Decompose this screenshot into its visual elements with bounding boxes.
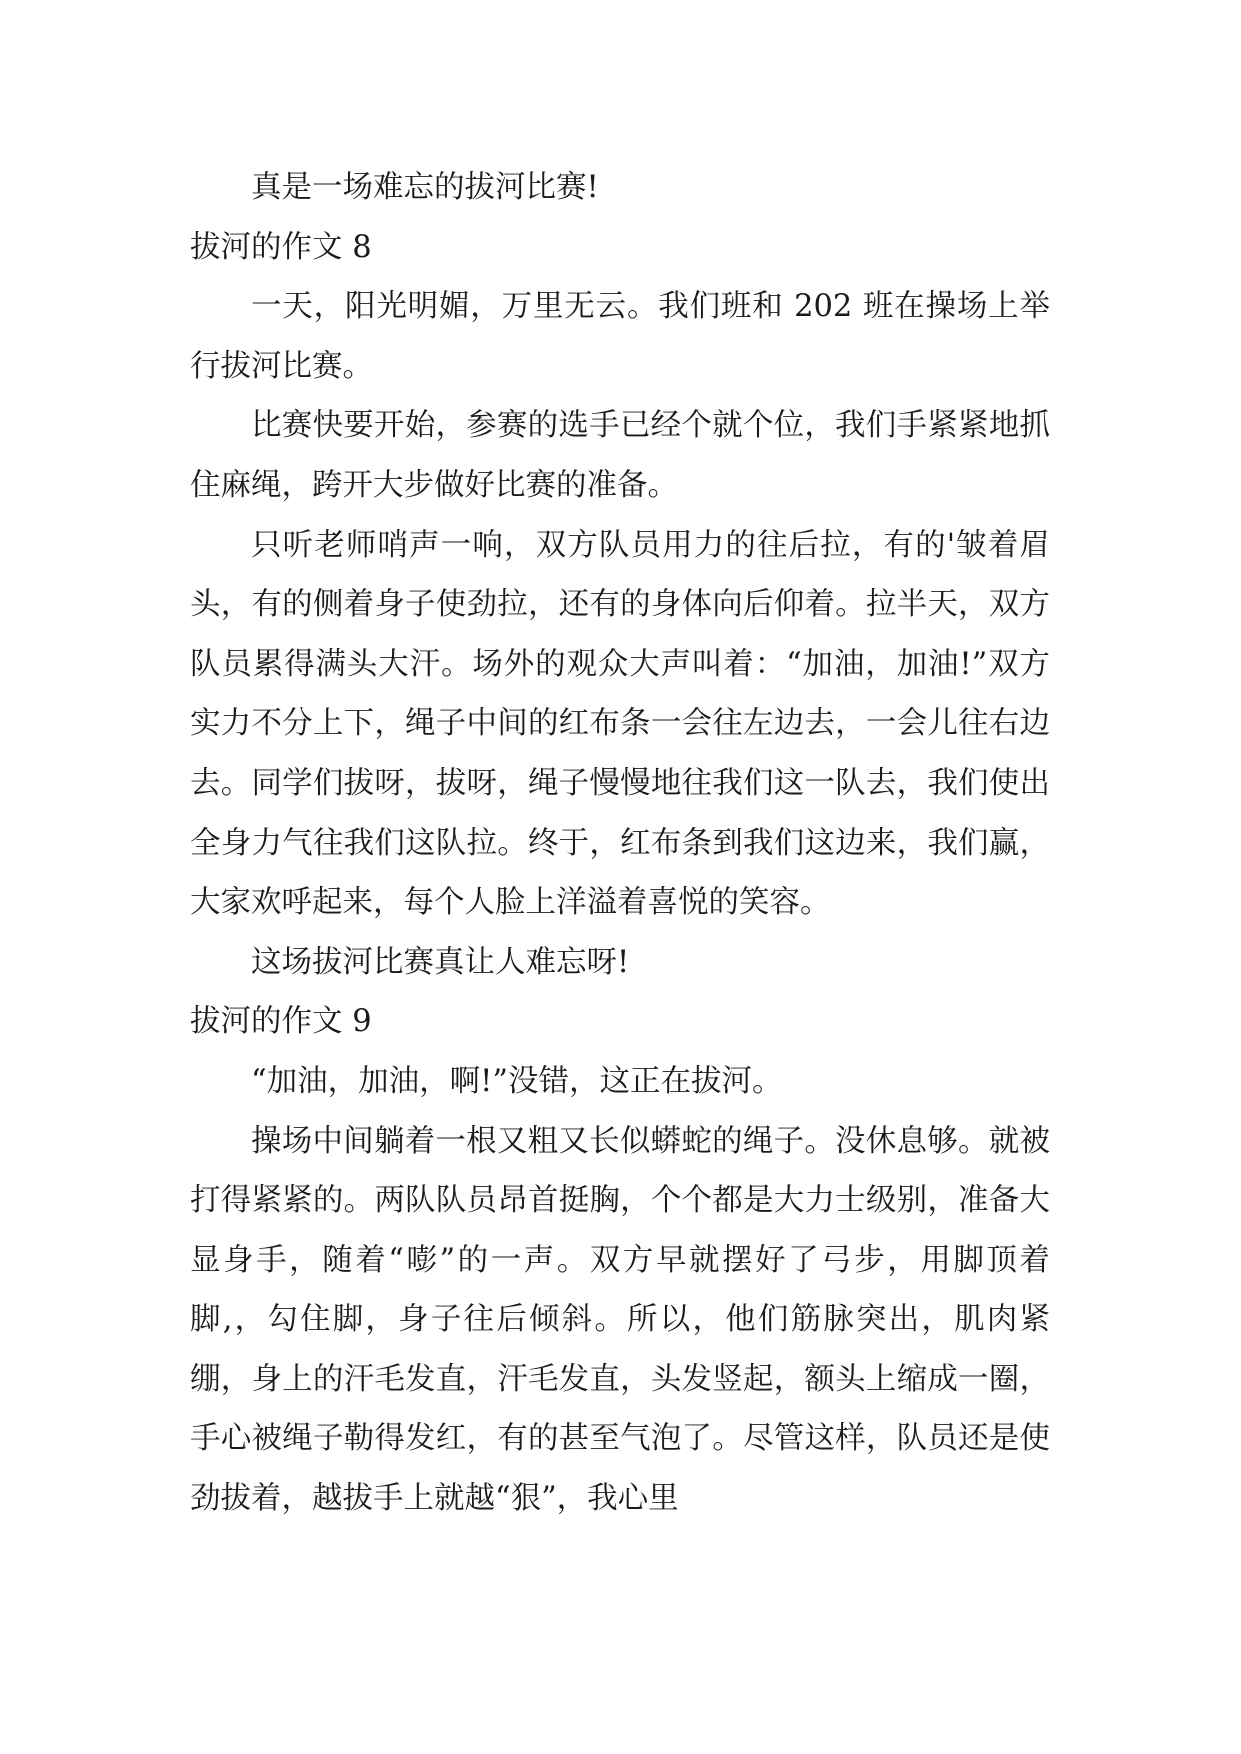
document-body bbox=[190, 158, 1050, 1529]
paragraph: 操场中间躺着一根又粗又长似蟒蛇的绳子。没休息够。就被打得紧紧的。两队队员昂首挺胸，个个都是大力士级别，准备大显身手，随着“嘭”的一声。双方早就摆好了弓步，用脚顶着脚,，勾住脚，身子往后倾斜。所以，他们筋脉突出，肌肉紧绷，身上的汗毛发直，汗毛发直，头发竖起，额头上缩成一圈，手心被绳子勒得发红，有的甚至气泡了。尽管这样，队员还是使劲拔着，越拔手上就越“狠”，我心里 bbox=[190, 1123, 1050, 1517]
paragraph: “加油，加油，啊!”没错，这正在拔河。 bbox=[251, 1063, 783, 1099]
paragraph: 这场拔河比赛真让人难忘呀! bbox=[251, 944, 630, 980]
paragraph: 比赛快要开始，参赛的选手已经个就个位，我们手紧紧地抓住麻绳，跨开大步做好比赛的准备。 bbox=[190, 408, 1050, 503]
paragraph: 真是一场难忘的拔河比赛! bbox=[251, 170, 599, 205]
paragraph: 一天，阳光明媚，万里无云。我们班和 202 班在操场上举行拔河比赛。 bbox=[190, 289, 1050, 384]
section-heading: 拔河的作文 8 bbox=[190, 229, 372, 265]
section-heading: 拔河的作文 9 bbox=[190, 1004, 372, 1040]
paragraph: 只听老师哨声一响，双方队员用力的往后拉，有的'皱着眉头，有的侧着身子使劲拉，还有的身体向后仰着。拉半天，双方队员累得满头大汗。场外的观众大声叫着：“加油，加油!”双方实力不分上下，绳子中间的红布条一会往左边去，一会儿往右边去。同学们拔呀，拔呀，绳子慢慢地往我们这一队去，我们使出全身力气往我们这队拉。终于，红布条到我们这边来，我们赢，大家欢呼起来，每个人脸上洋溢着喜悦的笑容。 bbox=[190, 527, 1050, 921]
